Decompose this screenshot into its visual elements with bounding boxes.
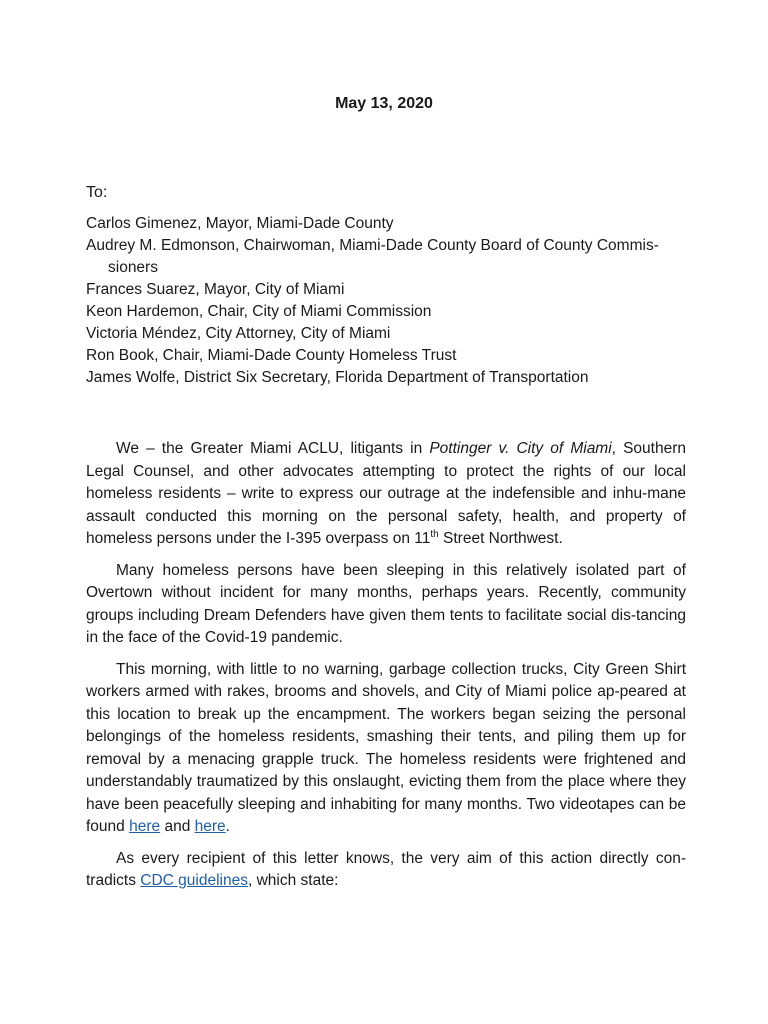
- paragraph-3-text-end: .: [225, 818, 230, 835]
- recipient-item: James Wolfe, District Six Secretary, Florida Department of Transportation: [86, 369, 589, 386]
- paragraph-2: Many homeless persons have been sleeping in this relatively isolated part of Overtown without incident for many months, perhaps years. Recently, community groups including Dream Defenders have given them tents to facilitate social dis-tancing in the face of the Covid-19 pandemic.: [86, 561, 686, 646]
- paragraph-3-text-a: This morning, with little to no warning, garbage collection trucks, City Green Shirt workers armed with rakes, brooms and shovels, and City of Miami police ap-peared at this location to break up the encampment. The workers began seizing the personal belongings of the homeless residents, smashing their tents, and piling them up for removal by a menacing grapple truck. The homeless residents were frightened and understandably traumatized by this onslaught, evicting them from the place where they have been peacefully sleeping and inhabiting for many months. Two videotapes can be found: [86, 660, 686, 835]
- paragraph-3-text-mid: and: [160, 818, 195, 835]
- paragraph-1-text-a: We – the Greater Miami ACLU, litigants in: [116, 440, 430, 457]
- letter-date: May 13, 2020: [335, 95, 433, 112]
- recipient-list: [86, 213, 686, 389]
- recipient-item: Carlos Gimenez, Mayor, Miami-Dade County: [86, 215, 394, 232]
- video-link-1[interactable]: here: [129, 818, 161, 835]
- paragraph-3: [86, 659, 686, 839]
- recipient-item: Keon Hardemon, Chair, City of Miami Commission: [86, 303, 432, 320]
- recipient-item: Ron Book, Chair, Miami-Dade County Homeless Trust: [86, 347, 457, 364]
- paragraph-1-text-c: Street Northwest.: [438, 530, 563, 547]
- paragraph-1-text-b: , Southern Legal Counsel, and other advocates attempting to protect the rights of our local homeless residents – write to express our outrage at the indefensible and inhu-mane assault conducted this morning on the personal safety, health, and property of homeless persons under the I-395 overpass on 11: [86, 440, 686, 547]
- letter-body: [86, 438, 686, 902]
- paragraph-4: [86, 848, 686, 893]
- paragraph-1: [86, 438, 686, 551]
- to-label: To:: [86, 184, 108, 201]
- video-link-2[interactable]: here: [194, 818, 226, 835]
- ordinal-suffix: th: [430, 528, 439, 540]
- cdc-guidelines-link[interactable]: CDC guidelines: [140, 872, 248, 889]
- recipient-item: Audrey M. Edmonson, Chairwoman, Miami-Dade County Board of County Commis-sioners: [86, 237, 659, 276]
- paragraph-4-text-a: As every recipient of this letter knows, the very aim of this action directly con-tradicts: [86, 849, 686, 889]
- case-name: Pottinger v. City of Miami: [429, 440, 612, 457]
- recipient-item: Frances Suarez, Mayor, City of Miami: [86, 281, 345, 298]
- recipient-item: Victoria Méndez, City Attorney, City of Miami: [86, 325, 391, 342]
- paragraph-4-text-b: , which state:: [247, 872, 339, 889]
